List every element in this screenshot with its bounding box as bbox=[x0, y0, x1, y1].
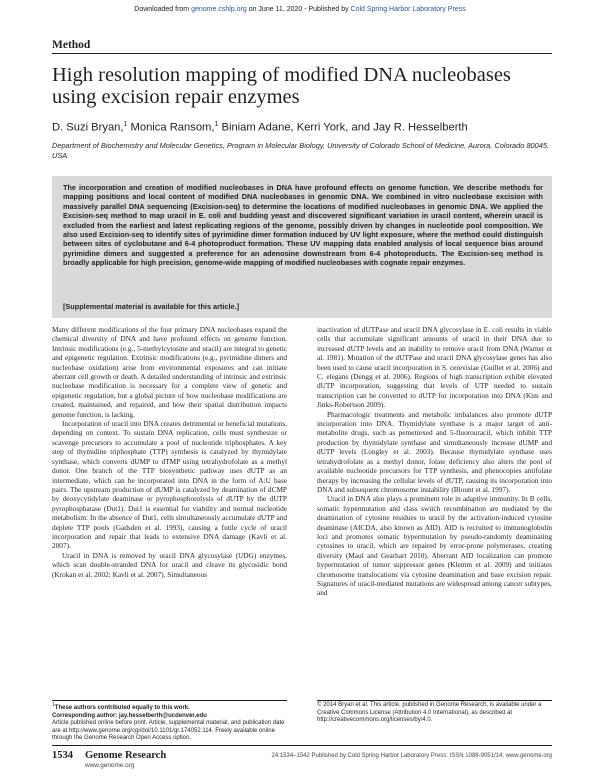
body-column-left bbox=[52, 325, 287, 579]
download-banner bbox=[0, 6, 600, 13]
left-paragraph-2: Incorporation of uracil into DNA creates detrimental or beneficial mutations, depending on context. To sustain DNA replication, cells must synthesize or scavenge precursors to accumulate a pool of nucleotide triphosphates. A key step of thymidine triphosphate (TTP) synthesis is catalyzed by thymidylate synthase, which converts dUMP to dTMP using tetrahydrofolate as a methyl donor. One branch of the TTP biosynthetic pathway uses dUTP as an intermediate, which can be incorporated into DNA in the form of A:U base pairs. The upstream production of dUMP is catalyzed by deamination of dCMP by deoxycytidylate deaminase or pyrophosphorolysis of dUTP by the dUTP pyrophosphatase (Dut1). Dut1 is essential for viability and normal nucleotide metabolism: In the absence of Dut1, cells simultaneously accumulate dUTP and deplete TTP pools (Gadsden et al. 1993), causing a futile cycle of uracil incorporation and repair that leads to extensive DNA damage (Kavli et al. 2007). bbox=[52, 419, 287, 551]
author-2-note: 1 bbox=[214, 121, 219, 128]
left-paragraph-3: Uracil in DNA is removed by uracil DNA glycosylase (UDG) enzymes, which scan double-stranded DNA for uracil and cleave its glycosidic bond (Krokan et al. 2002; Kavli et al. 2007). Simultaneous bbox=[52, 550, 287, 579]
license-note: © 2014 Bryan et al. This article, published in Genome Research, is available under a Creative Commons License (Attribution 4.0 International), as described at http://creativecommons.org/licenses/by/4.0. bbox=[317, 702, 542, 724]
article-online-note: Article published online before print. Article, supplemental material, and publication date are at http://www.genome.org/cgi/doi/10.1101/gr.174052.114. Freely available online through the Genome Research Open Access option. bbox=[52, 720, 285, 742]
right-paragraph-1: inactivation of dUTPase and uracil DNA glycosylase in E. coli results in viable cells that accumulate significant amounts of uracil in their DNA due to increased dUTP levels and an inability to remove uracil from DNA (Warner et al. 1981). Mutation of the dUTPase and uracil DNA glycosylase genes has also been used to cause uracil incorporation in S. cerevisiae (Guillet et al. 2006) and C. elegans (Dengg et al. 2006). Regions of high transcription exhibit elevated dUTP incorporation, suggesting that levels of UTP needed to sustain transcription can be converted to dUTP for incorporation into DNA (Kim and Jinks-Robertson 2009). bbox=[317, 325, 552, 410]
equal-contribution-note: These authors contributed equally to this work. bbox=[54, 705, 190, 711]
section-rule bbox=[52, 53, 552, 54]
journal-url[interactable]: www.genome.org bbox=[85, 762, 135, 769]
author-list bbox=[52, 121, 468, 134]
author-1: D. Suzi Bryan, bbox=[52, 121, 124, 134]
page-number: 1534 bbox=[52, 750, 73, 761]
author-2: Monica Ransom, bbox=[127, 121, 215, 134]
left-paragraph-1: Many different modifications of the four primary DNA nucleobases expand the chemical diversity of DNA and have profound effects on genome function. Intrinsic modifications (e.g., 5-methylcytosine and uracil) are integral to genetic and epigenetic regulation. Extrinsic modifications (e.g., pyrimidine dimers and nucleobase oxidation) arise from environmental exposures and can initiate aberrant cell growth or death. A detailed understanding of intrinsic and extrinsic nucleobase modification is necessary for a complete view of genetic and epigenetic regulation, but a global picture of how nucleobase modifications are created, maintained, and repaired, and how their spatial distribution impacts genome function, is lacking. bbox=[52, 325, 287, 419]
footnote-rule-right bbox=[317, 700, 552, 701]
publisher-link[interactable]: Cold Spring Harbor Laboratory Press bbox=[350, 6, 466, 13]
supplemental-note: [Supplemental material is available for this article.] bbox=[63, 302, 239, 311]
footer-rule bbox=[52, 745, 552, 746]
right-paragraph-3: Uracil in DNA also plays a prominent role in adaptive immunity. In B cells, somatic hypermutation and class switch recombination are mediated by the deamination of cytosine residues to uracil by the activation-induced cytosine deaminase (AICDA, also known as AID). AID is recruited to immunoglobulin loci and promotes somatic hypermutation by pseudo-randomly deaminating cytosines to uracil, which are repaired by error-prone polymerases, creating diversity (Maul and Gearhart 2010). Aberrant AID localization can promote hypermutation of tumor suppressor genes (Klemm et al. 2009) and initiates chromosome translocations via cytosine deamination and base excision repair. Signatures of uracil-mediated mutations are widespread among cancer subtypes, and bbox=[317, 494, 552, 598]
download-mid: on June 11, 2020 - Published by bbox=[246, 6, 351, 13]
footnotes-left bbox=[52, 702, 287, 743]
affiliation: Department of Biochemistry and Molecular Genetics, Program in Molecular Biology, University of Colorado School of Medicine, Aurora, Colorado 80045, USA bbox=[52, 141, 550, 160]
genome-site-link[interactable]: genome.cshlp.org bbox=[191, 6, 247, 13]
author-1-note: 1 bbox=[123, 121, 128, 128]
corresponding-label: Corresponding author: bbox=[52, 712, 119, 719]
journal-name: Genome Research bbox=[85, 750, 167, 761]
corresponding-email[interactable]: jay.hesselberth@ucdenver.edu bbox=[119, 712, 207, 719]
equal-contribution-marker: 1 bbox=[52, 702, 55, 708]
footer-citation: 24:1534–1542 Published by Cold Spring Harbor Laboratory Press; ISSN 1088-9051/14; www.genome.org bbox=[271, 753, 552, 759]
article-title: High resolution mapping of modified DNA nucleobases using excision repair enzymes bbox=[52, 64, 511, 108]
footnote-rule-left bbox=[52, 700, 287, 701]
section-label: Method bbox=[52, 39, 91, 51]
right-paragraph-2: Pharmacologic treatments and metabolic imbalances also promote dUTP incorporation into DNA. Thymidylate synthase is a major target of anti-metabolite drugs, such as pemetrexed and 5-fluorouracil, which inhibit TTP production by thymidylate synthase and simultaneously increase dUMP and dUTP levels (Longley et al. 2003). Because thymidylate synthase uses tetrahydrofolate as a methyl donor, folate deficiency also alters the pool of available nucleotide precursors for TTP synthesis, and phenocopies antifolate therapy by increasing the cellular levels of dUTP, causing its incorporation into DNA and subsequent chromosome instability (Blount et al. 1997). bbox=[317, 409, 552, 494]
download-prefix: Downloaded from bbox=[134, 6, 192, 13]
body-column-right bbox=[317, 325, 552, 598]
other-authors: Biniam Adane, Kerri York, and Jay R. Hesselberth bbox=[218, 121, 468, 134]
abstract-text: The incorporation and creation of modified nucleobases in DNA have profound effects on genome function. We describe methods for mapping positions and local content of modified DNA nucleobases in genomic DNA. We combined in vitro nucleobase excision with massively parallel DNA sequencing (Excision-seq) to determine the locations of modified nucleobases in genomic DNA. We applied the Excision-seq method to map uracil in E. coli and budding yeast and discovered significant variation in uracil content, wherein uracil is excluded from the earliest and latest replicating regions of the genome, possibly driven by changes in nucleotide pool composition. We also used Excision-seq to identify sites of pyrimidine dimer formation induced by UV light exposure, where the method could distinguish between sites of cyclobutane and 6-4 photoproduct formation. These UV mapping data enabled analysis of local sequence bias around pyrimidine dimers and suggested a preference for an adenosine downstream from 6-4 photoproducts. The Excision-seq method is broadly applicable for high precision, genome-wide mapping of modified nucleobases with cognate repair enzymes. bbox=[63, 183, 543, 268]
